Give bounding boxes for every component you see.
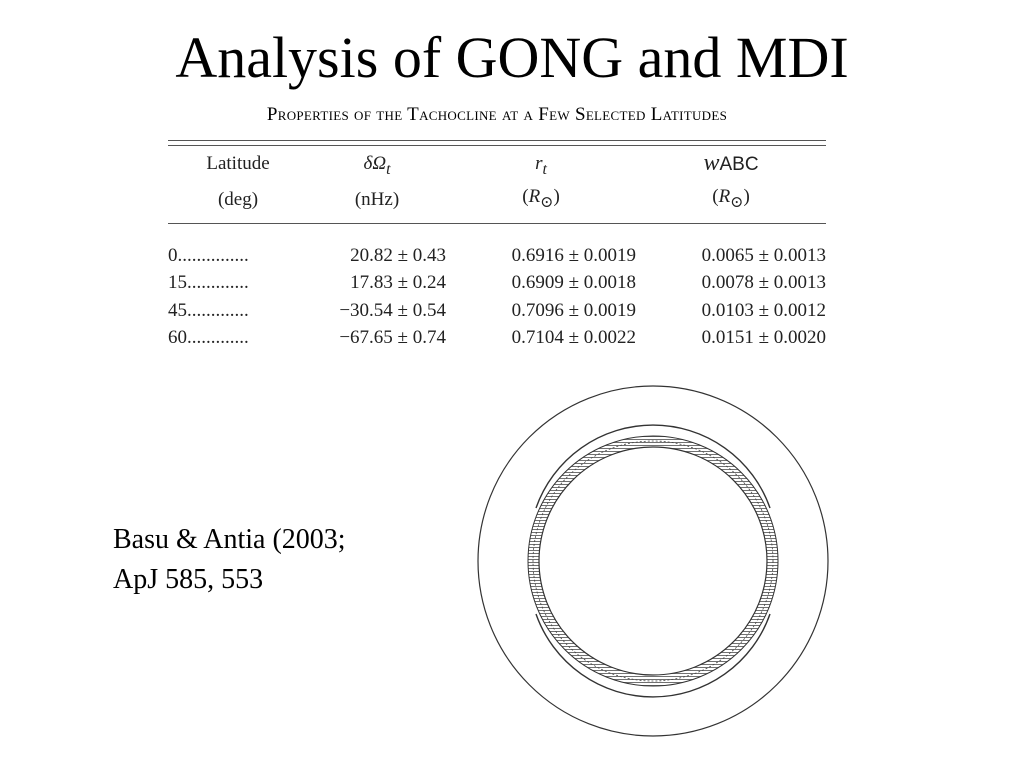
header-radius-sub: t [542,160,547,178]
header-delta-omega-symbol: δΩ [363,153,387,174]
unit-radius-symbol: R [528,185,541,207]
citation [113,520,346,600]
tachocline-band [470,378,836,744]
table-top-rule [168,140,826,141]
unit-latitude: (deg) [217,188,259,210]
citation-line-1: Basu & Antia (2003; [113,524,346,555]
unit-delta-omega: (nHz) [354,188,400,210]
table-top-rule-double [168,145,826,146]
table-row [168,297,826,325]
slide-title: Analysis of GONG and MDI [175,25,849,90]
unit-width-symbol: R [718,185,731,207]
table-row [168,269,826,297]
cell-latitude: 45............. [168,299,249,321]
cell-radius: 0.6916 ± 0.0019 [511,244,636,266]
header-latitude-label: Latitude [206,153,270,174]
tachocline-properties-table [168,150,826,352]
header-delta-omega-sub: t [386,160,391,178]
cell-radius: 0.6909 ± 0.0018 [511,272,636,294]
header-width [636,150,826,183]
cell-latitude: 15............. [168,272,249,294]
cell-width: 0.0065 ± 0.0013 [701,244,826,266]
cell-delta-omega: −67.65 ± 0.74 [339,327,446,349]
tachocline-cross-section-diagram [470,378,836,744]
table-header-row [168,150,826,183]
unit-radius: $(R_⊙)$ [522,185,560,211]
table-unit-row [168,183,826,216]
cell-width: 0.0103 ± 0.0012 [701,299,826,321]
cell-latitude: 0............... [168,244,249,266]
table-caption: Properties of the Tachocline at a Few Selected Latitudes [266,104,728,125]
header-latitude [168,150,308,183]
header-width-symbol: w [703,150,720,176]
header-width-sub: ABC [719,154,759,175]
table-row [168,242,826,270]
cell-latitude: 60............. [168,327,249,349]
table-row [168,324,826,352]
unit-width: $(R_⊙)$ [712,185,750,211]
cell-width: 0.0078 ± 0.0013 [701,272,826,294]
cell-delta-omega: 20.82 ± 0.43 [350,244,446,266]
cell-radius: 0.7096 ± 0.0019 [511,299,636,321]
citation-line-2: ApJ 585, 553 [113,564,264,595]
header-radius [446,150,636,183]
cell-width: 0.0151 ± 0.0020 [701,327,826,349]
cell-delta-omega: 17.83 ± 0.24 [350,272,446,294]
cell-radius: 0.7104 ± 0.0022 [511,327,636,349]
header-delta-omega [308,150,446,183]
header-radius-symbol: r [535,153,543,174]
cell-delta-omega: −30.54 ± 0.54 [339,299,446,321]
